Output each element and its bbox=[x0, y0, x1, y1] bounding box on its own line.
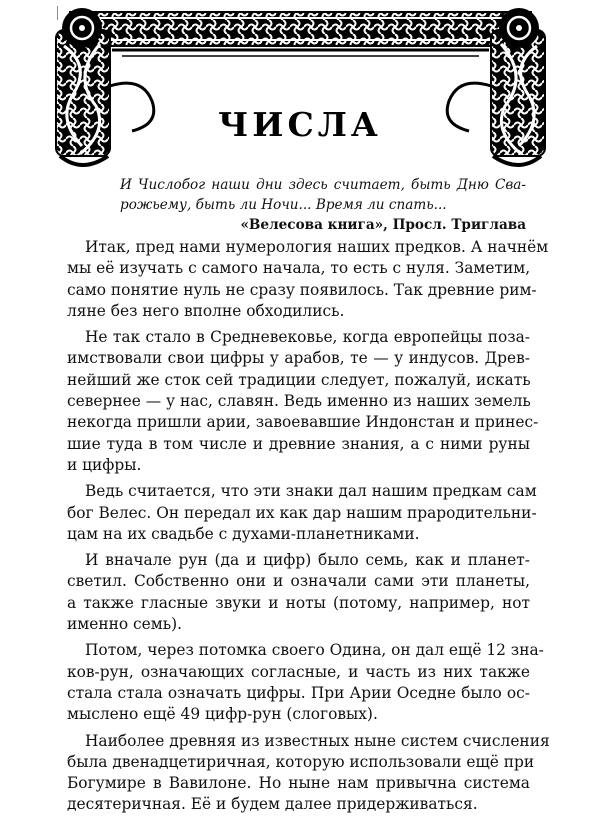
epigraph-text bbox=[120, 175, 526, 215]
text-line: светил. Собственно они и означали сами эти планеты, bbox=[67, 572, 530, 591]
text-line: некогда пришли арии, завоевавшие Индонстан и принес- bbox=[67, 413, 539, 432]
paragraph bbox=[67, 327, 539, 476]
text-line: Итак, пред нами нумерология наших предков. А начнём bbox=[85, 238, 549, 256]
epigraph-line: рожьему, быть ли Ночи... Время ли спать... bbox=[120, 197, 447, 213]
text-line: нейший же сток сей традиции следует, пожалуй, искать bbox=[67, 370, 531, 389]
text-line: севернее — у нас, славян. Ведь именно из наших земель bbox=[67, 392, 531, 411]
paragraph bbox=[67, 640, 544, 725]
text-line: Наиболее древняя из известных ныне систем счисления bbox=[85, 731, 550, 750]
text-line: десятеричная. Её и будем далее придерживаться. bbox=[67, 795, 478, 814]
chapter-title: ЧИСЛА bbox=[218, 105, 382, 144]
paragraph bbox=[67, 731, 550, 816]
epigraph-source: «Велесова книга», Просл. Триглава bbox=[240, 217, 526, 233]
text-line: И вначале рун (да и цифр) было семь, как и планет- bbox=[85, 551, 530, 570]
text-line: имствовали свои цифры у арабов, те — у индусов. Древ- bbox=[67, 349, 530, 368]
text-line: стала стала означать цифры. При Арии Оседне было ос- bbox=[67, 683, 530, 702]
paragraph bbox=[67, 550, 530, 635]
text-line: Ведь считается, что эти знаки дал нашим предкам сам bbox=[85, 482, 537, 501]
text-line: бог Велес. Он передал их как дар нашим прародительни- bbox=[67, 503, 537, 522]
epigraph bbox=[120, 175, 526, 235]
text-line: именно семь). bbox=[67, 615, 182, 634]
text-line: цам на их свадьбе с духами-планетниками. bbox=[67, 524, 420, 543]
paragraph bbox=[67, 237, 549, 322]
text-line: ляне без него вполне обходились. bbox=[67, 301, 345, 320]
text-line: Потом, через потомка своего Одина, он дал ещё 12 зна- bbox=[85, 641, 544, 660]
epigraph-line: И Числобог наши дни здесь считает, быть Дню Сва- bbox=[120, 177, 526, 193]
text-line: Богумире в Вавилоне. Но ныне нам привычна система bbox=[67, 774, 530, 793]
body-text bbox=[67, 237, 550, 821]
paragraph bbox=[67, 481, 537, 545]
celtic-knot-frame-ornament bbox=[52, 6, 549, 169]
text-line: мыслено ещё 49 цифр-рун (слоговых). bbox=[67, 705, 378, 724]
text-line: само понятие нуль не сразу появилось. Так древние рим- bbox=[67, 280, 537, 299]
text-line: была двенадцетиричная, которую использовали ещё при bbox=[67, 752, 535, 771]
text-line: мы её изучать с самого начала, то есть с нуля. Заметим, bbox=[67, 259, 531, 278]
text-line: а также гласные звуки и ноты (потому, например, нот bbox=[67, 593, 530, 612]
text-line: и цифры. bbox=[67, 455, 142, 474]
text-line: шие туда в том числе и древние знания, а с ними руны bbox=[67, 434, 530, 453]
text-line: ков-рун, означающих согласные, и часть из них также bbox=[67, 662, 530, 681]
text-line: Не так стало в Средневековье, когда европейцы поза- bbox=[85, 328, 530, 347]
